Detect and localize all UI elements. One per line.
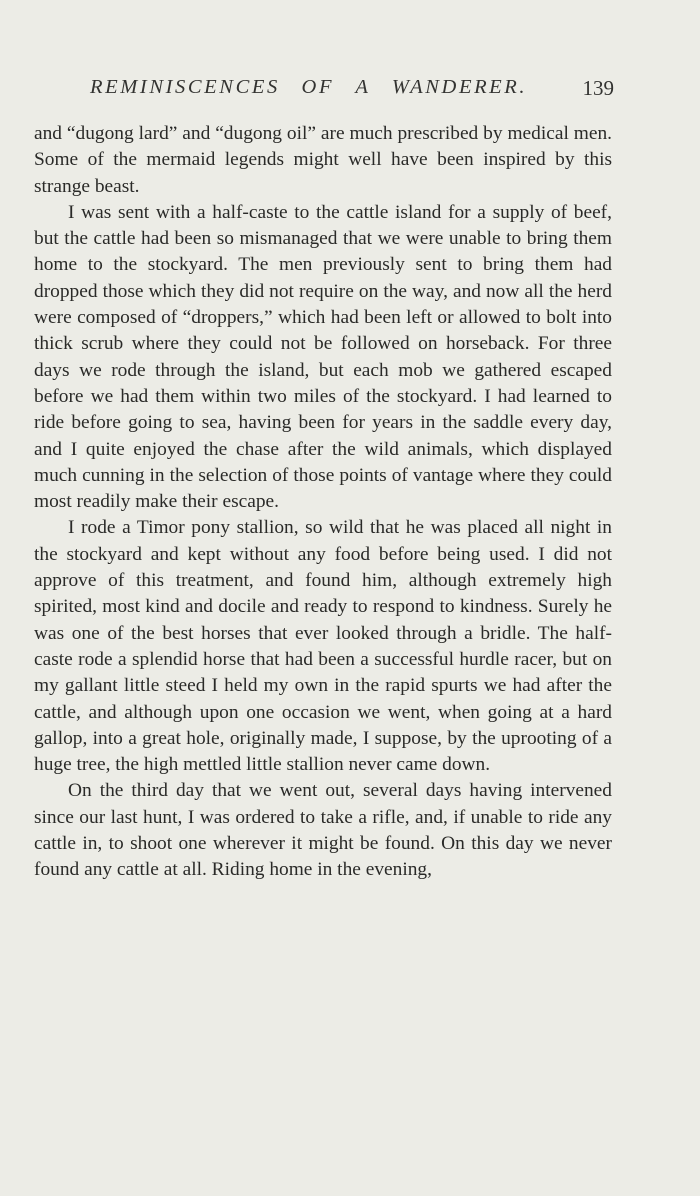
page-number: 139 <box>582 76 614 100</box>
paragraph-cattle-island: I was sent with a half-caste to the cattle island for a supply of beef, but the cattle had been so mismanaged that we were unable to bring them home to the stockyard. The men previously sent to bring them had dropped those which they did not require on the way, and now all the herd were composed of “droppers,” which had been left or allowed to bolt into thick scrub where they could not be followed on horseback. For three days we rode through the island, but each mob we gathered escaped before we had them within two miles of the stockyard. I had learned to ride before going to sea, having been for years in the saddle every day, and I quite enjoyed the chase after the wild animals, which displayed much cunning in the selection of those points of vantage where they could most readily make their escape. <box>34 201 612 513</box>
paragraph-dugong: and “dugong lard” and “dugong oil” are much prescribed by medical men. Some of the mermaid legends might well have been inspired by this strange beast. <box>34 123 612 197</box>
running-title: REMINISCENCES OF A WANDERER. <box>90 76 528 98</box>
body-text <box>34 121 612 884</box>
paragraph-timor-pony: I rode a Timor pony stallion, so wild that he was placed all night in the stockyard and kept without any food before being used. I did not approve of this treatment, and found him, although extremely high spirited, most kind and docile and ready to respond to kindness. Surely he was one of the best horses that ever looked through a bridle. The half-caste rode a splendid horse that had been a successful hurdle racer, but on my gallant little steed I held my own in the rapid spurts we had after the cattle, and although upon one occasion we went, when going at a hard gallop, into a great hole, originally made, I suppose, by the uprooting of a huge tree, the high mettled little stallion never came down. <box>34 517 612 776</box>
paragraph-third-day: On the third day that we went out, several days having intervened since our last hunt, I was ordered to take a rifle, and, if unable to ride any cattle in, to shoot one wherever it might be found. On this day we never found any cattle at all. Riding home in the evening, <box>34 780 612 881</box>
page-header <box>34 76 614 106</box>
